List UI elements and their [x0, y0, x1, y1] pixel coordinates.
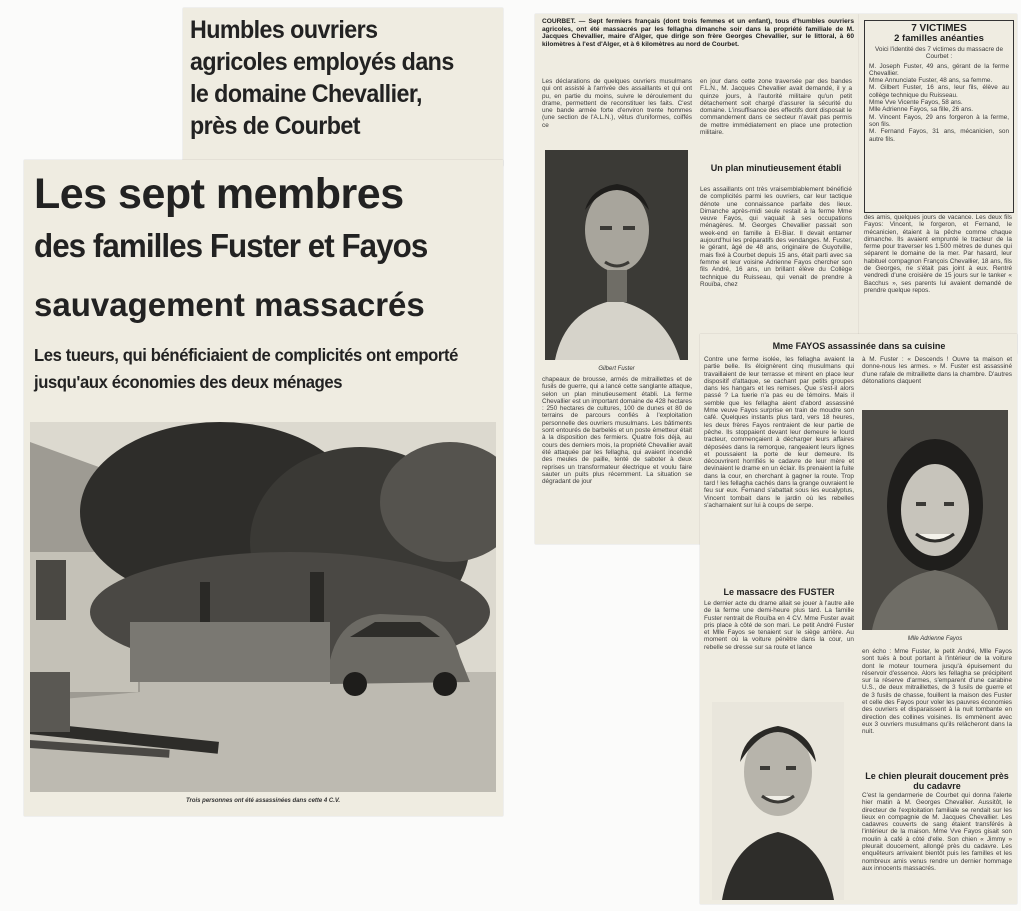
- adrienne-fayos-photo: [862, 410, 1008, 630]
- victim-5: Mlle Adrienne Fayos, sa fille, 26 ans.: [869, 106, 974, 114]
- victim-1: M. Joseph Fuster, 49 ans, gérant de la ferme Chevallier.: [869, 62, 1009, 77]
- victims-box-title: 7 VICTIMES: [911, 23, 967, 34]
- victim-2: Mme Annunciate Fuster, 48 ans, sa femme.: [869, 77, 993, 85]
- mme-fuster-photo: [712, 702, 844, 900]
- subhead-mme-fayos: Mme FAYOS assassinée dans sa cuisine: [772, 341, 946, 351]
- adrienne-fayos-caption: Mlle Adrienne Fayos: [907, 636, 963, 642]
- main-headline-line3: sauvagement massacrés: [34, 286, 425, 323]
- subhead-plan: Un plan minutieusement établi: [710, 163, 842, 173]
- victim-3: M. Gilbert Fuster, 16 ans, leur fils, élève au collège technique du Ruisseau.: [869, 84, 1009, 99]
- headline-deck: Les tueurs, qui bénéficiaient de complicités ont emporté jusqu'aux économies des deux ménages: [34, 345, 458, 392]
- main-headline-line2: des familles Fuster et Fayos: [34, 227, 428, 264]
- victim-4: Mme Vve Vicente Fayos, 58 ans.: [869, 99, 963, 107]
- victim-6: M. Vincent Fayos, 29 ans forgeron à la ferme, son fils.: [869, 113, 1009, 128]
- gilbert-fuster-photo: [545, 150, 688, 360]
- right-col3-bottom: en écho : Mme Fuster, le petit André, Mlle Fayos sont tués à bout portant à l'intérieur de la voiture dont le moteur tournera jusqu'à épuisement du réservoir d'essence. Alors les fellagha se précipitent sur la réserve d'armes, s'emparent d'une carabine U.S., de deux mitraillettes, de 3 fusils de guerre et de 3 fusils de chasse, fouillent la maison des Fuster et celle des Fayos pour voler les pauvres économies des ouvriers et disparaissent à la nuit tombante en direction des collines voisines. Ils emmènent avec eux 3 ouvriers musulmans qu'ils relâcheront dans la nuit.: [862, 648, 1012, 736]
- middle-col2-top: en jour dans cette zone traversée par des bandes F.L.N., M. Jacques Chevallier avait demandé, il y a quinze jours, à l'autorité militaire qu'un petit détachement soit chargé d'assurer la sécurité du domaine. L'insuffisance des effectifs dont disposait le commandement dans ce secteur n'avait pas permis de mettre immédiatement en place une protection militaire.: [700, 78, 852, 137]
- adrienne-fayos-portrait: [862, 410, 1008, 630]
- victims-box-subtitle: 2 familles anéanties: [894, 33, 984, 44]
- right-col2-fuster-text: Le dernier acte du drame allait se jouer à l'autre aile de la ferme une demi-heure plus tard. La famille Fuster rentrait de Rouïba en 4 CV. Mme Fuster avait pris place à côté de son mari. Le petit André Fuster et Mlle Fayos se tenaient sur le siège arrière. Au moment où la voiture pénètre dans la cour, un rebelle se dresse sur sa route et lance: [704, 600, 854, 651]
- right-col2-text: Contre une ferme isolée, les fellagha avaient la partie belle. Ils éloignèrent cinq musulmans qui travaillaient de leur terrasse et mirent en place leur dispositif d'attaque, se cachant par petits groupes dans les hangars et les remises. Que s'est-il alors passé ? La tuerie n'a pas eu de témoins. Mais il semble que les fellagha aient d'abord assassiné Mme veuve Fayos surprise en train de moudre son café. Quelques instants plus tard, vers 18 heures, les deux frères Fayos rentraient de leur partie de pêche. Ils stoppaient devant leur demeure le lourd tracteur, commençaient à décharger leurs affaires déposées dans la remorque, rangeaient leurs lignes et poussaient la porte de leur demeure. Ils découvrirent horrifiés le cadavre de leur mère et devinaient le drame en un éclair. Ils prenaient la fuite dans la cour, en cherchant à gagner la route. Trop tard ! les fellagha cachés dans la grange ouvraient le feu sur eux. Fernand s'abattait sous les eucalyptus, Vincent tombait dans le jardin où les rebelles s'acharnaient sur lui à coups de serpe.: [704, 356, 854, 509]
- right-col3-top: des amis, quelques jours de vacance. Les deux fils Fayos: Vincent, le forgeron, et Fernand, le mécanicien, étaient à la pêche comme chaque dimanche. Ils avaient emprunté le tracteur de la ferme pour traverser les 1.500 mètres de dunes qui séparent le domaine de la mer. Par hasard, leur habituel compagnon François Chevallier, 18 ans, fils de Georges, ne s'était pas joint à eux. Rentré vendredi d'une croisière de 15 jours sur le tanker « Bacchus », ses parents lui avaient demandé de prendre quelque repos.: [864, 214, 1012, 294]
- right-col3-final: C'est la gendarmerie de Courbet qui donna l'alerte hier matin à M. Georges Chevallier. Aussitôt, le directeur de l'exploitation familiale se rendait sur les lieux en compagnie de M. Jacques Chevallier. Les cadavres couverts de sang étaient transférés à l'intérieur de la maison. Mme Vve Fayos gisait son moulin à café à côté d'elle. Son chien « Jimmy » pleurait doucement, allongé près du cadavre. Les enquêteurs arrivaient bientôt puis les familles et les nombreux amis venus rendre un dernier hommage aux innocents massacrés.: [862, 792, 1012, 872]
- mme-fuster-portrait: [712, 702, 844, 900]
- farm-car-photo-image: [30, 422, 496, 792]
- middle-col1-top: Les déclarations de quelques ouvriers musulmans qui ont assisté à l'arrivée des assaillants et qui ont pu, en partie du moins, suivre le déroulement du drame, permettent de reconstituer les faits. C'est une bande armée forte d'environ trente hommes (une section de l'A.L.N.), vêtus d'uniformes, coiffés ce: [542, 78, 692, 129]
- victim-7: M. Fernand Fayos, 31 ans, mécanicien, son autre fils.: [869, 128, 1009, 143]
- farm-photo-caption: Trois personnes ont été assassinées dans cette 4 C.V.: [185, 798, 341, 804]
- main-headline-line1: Les sept membres: [34, 170, 404, 218]
- victims-intro: Voici l'identité des 7 victimes du massacre de Courbet :: [874, 46, 1004, 61]
- gilbert-fuster-portrait: [545, 150, 688, 360]
- subhead-chien: Le chien pleurait doucement près du cadavre: [865, 771, 1009, 791]
- kicker-headline: Humbles ouvriers agricoles employés dans le domaine Chevallier, près de Courbet: [190, 16, 454, 140]
- subhead-fuster-massacre: Le massacre des FUSTER: [723, 587, 835, 597]
- middle-col1-bottom: chapeaux de brousse, armés de mitraillettes et de fusils de guerre, qui a lancé cette sanglante attaque, selon un plan minutieusement établi. La ferme Chevallier est un important domaine de 428 hectares : 250 hectares de cultures, 100 de dunes et 80 de terrains de parcours confiés à l'exploitation personnelle des ouvriers musulmans. Les bâtiments sont entourés de barbelés et un poste émetteur était à la disposition des fermiers. Quatre fois déjà, au cours des derniers mois, la propriété Chevallier avait été attaquée par les fellagha, qui avaient incendié des meules de paille, tenté de saboter à deux reprises un transformateur électrique et voulu faire sauter un puits plus récemment. La situation se dégradant de jour: [542, 376, 692, 486]
- lead-paragraph: COURBET. — Sept fermiers français (dont trois femmes et un enfant), tous d'humbles ouvriers agricoles, ont été massacrés par les fellagha dimanche soir dans la propriété familiale de M. Jacques Chevallier, maire d'Alger, que dirige son frère Georges Chevallier, sur le littoral, à 60 kilomètres à l'est d'Alger, et à 6 kilomètres au nord de Courbet.: [542, 18, 854, 48]
- right-col3-mid: à M. Fuster : « Descends ! Ouvre ta maison et donne-nous les armes. » M. Fuster est assassiné d'une rafale de mitraillette dans la chambre. D'autres détonations claquent: [862, 356, 1012, 385]
- farm-car-photo: [30, 422, 496, 792]
- gilbert-fuster-caption: Gilbert Fuster: [598, 366, 635, 372]
- victims-box: [864, 20, 1014, 213]
- middle-col2-body: Les assaillants ont très vraisemblablement bénéficié de complicités parmi les ouvriers, car leur tactique dénote une connaissance parfaite des lieux. Dimanche après-midi seule restait à la ferme Mme veuve Fayos, qui vaquait à ses occupations ménagères. M. Georges Chevallier passait son week-end en famille à El-Biar. Il devait entamer aujourd'hui les préparatifs des vendanges. M. Fuster, le gérant, âgé de 48 ans, originaire de Guyotville, mais fixé à Courbet depuis 15 ans, était parti avec sa femme et leur voisine Adrienne Fayos chercher son fils André, 16 ans, un brillant élève du Collège technique du Ruisseau, qui venait de prendre à Rouïba, chez: [700, 186, 852, 288]
